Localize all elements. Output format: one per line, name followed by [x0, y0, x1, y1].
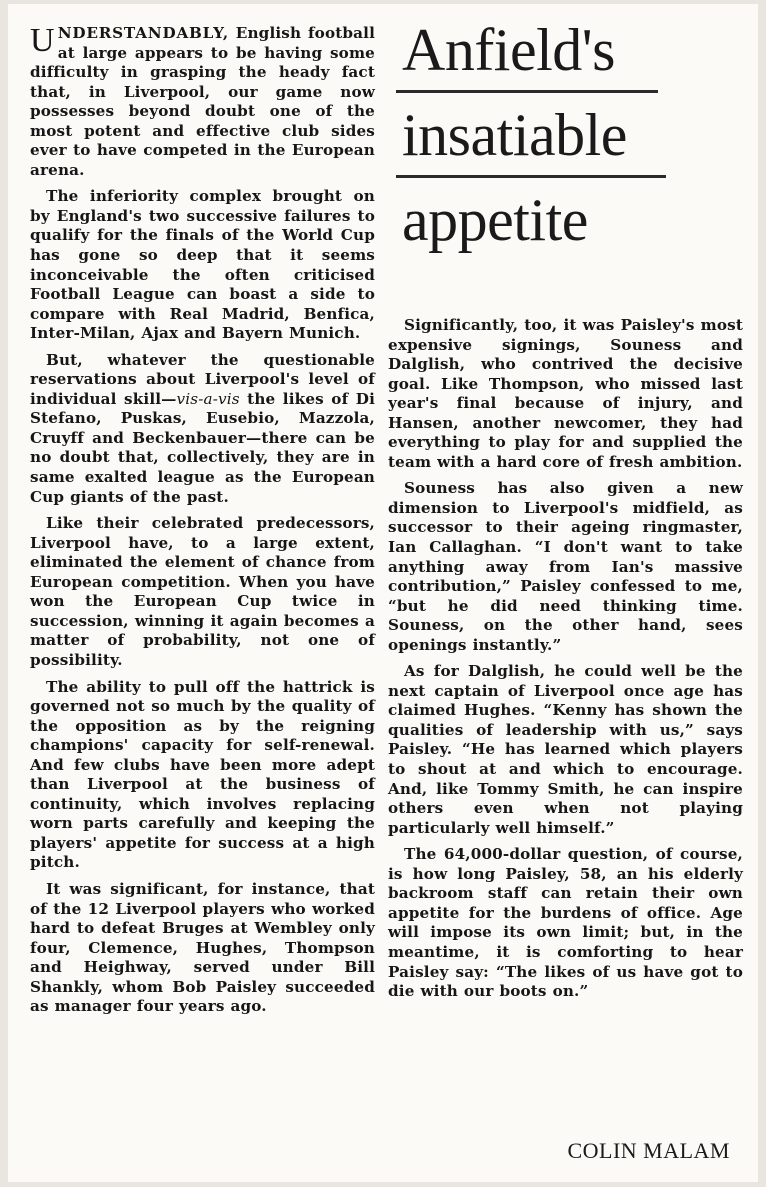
article-paragraph-5: The ability to pull off the hattrick is governed not so much by the quality of the opposition as by the reigning champions' capacity for self-renewal. And few clubs have been more adept than Liverpool at the business of continuity, which involves replacing worn parts carefully and keeping the players' appetite for success at a high pitch.: [30, 677, 375, 872]
headline-line-1: Anfield's: [402, 17, 615, 83]
newspaper-clipping: [8, 4, 758, 1182]
article-paragraph-1: [30, 24, 375, 180]
paragraph-1-text: English football at large appears to be having some difficulty in grasping the heady fact that, in Liverpool, our game now possesses beyond doubt one of the most potent and effective club sides ever to have competed in the European arena.: [30, 24, 375, 179]
article-column-right: [388, 316, 743, 1009]
headline: [396, 17, 748, 253]
article-paragraph-8: Souness has also given a new dimension to Liverpool's midfield, as successor to their ageing ringmaster, Ian Callaghan. “I don't want to take anything away from Ian's massive contribution,” Paisley confessed to me, “but he did need thinking time. Souness, on the other hand, sees openings instantly.”: [388, 479, 743, 654]
article-column-left: [30, 24, 375, 1024]
drop-cap: U: [30, 22, 55, 59]
article-paragraph-3: [30, 351, 375, 507]
paragraph-3-text-a: But, whatever the questionable reservations about Liverpool's level of individual skill—: [30, 350, 375, 408]
article-paragraph-6: It was significant, for instance, that of the 12 Liverpool players who worked hard to defeat Bruges at Wembley only four, Clemence, Hughes, Thompson and Heighway, served under Bill Shankly, whom Bob Paisley succeeded as manager four years ago.: [30, 879, 375, 1016]
paragraph-3-italic: vis-a-vis: [176, 389, 240, 408]
byline: COLIN MALAM: [567, 1138, 730, 1163]
article-paragraph-7: Significantly, too, it was Paisley's most expensive signings, Souness and Dalglish, who contrived the decisive goal. Like Thompson, who missed last year's final because of injury, and Hansen, another newcomer, they had everything to play for and supplied the team with a hard core of fresh ambition.: [388, 316, 743, 471]
lead-word: NDERSTANDABLY,: [57, 24, 229, 42]
headline-rule-1: [396, 90, 658, 93]
headline-line-3: appetite: [402, 187, 588, 253]
article-paragraph-9: As for Dalglish, he could well be the next captain of Liverpool once age has claimed Hughes. “Kenny has shown the qualities of leadership with us,” says Paisley. “He has learned which players to shout at and which to encourage. And, like Tommy Smith, he can inspire others even when not playing particularly well himself.”: [388, 662, 743, 837]
paragraph-3-text-b: the likes of Di Stefano, Puskas, Eusebio, Mazzola, Cruyff and Beckenbauer—there can be no doubt that, collectively, they are in same exalted league as the European Cup giants of the past.: [30, 389, 375, 506]
headline-rule-2: [396, 175, 666, 178]
article-paragraph-4: Like their celebrated predecessors, Liverpool have, to a large extent, eliminated the element of chance from European competition. When you have won the European Cup twice in succession, winning it again becomes a matter of probability, not one of possibility.: [30, 514, 375, 669]
headline-line-2: insatiable: [402, 102, 627, 168]
article-paragraph-2: The inferiority complex brought on by England's two successive failures to qualify for the finals of the World Cup has gone so deep that it seems inconceivable the often criticised Football League can boast a side to compare with Real Madrid, Benfica, Inter-Milan, Ajax and Bayern Munich.: [30, 187, 375, 343]
article-paragraph-10: The 64,000-dollar question, of course, is how long Paisley, 58, an his elderly backroom staff can retain their own appetite for the burdens of office. Age will impose its own limit; but, in the meantime, it is comforting to hear Paisley say: “The likes of us have got to die with our boots on.”: [388, 845, 743, 1001]
